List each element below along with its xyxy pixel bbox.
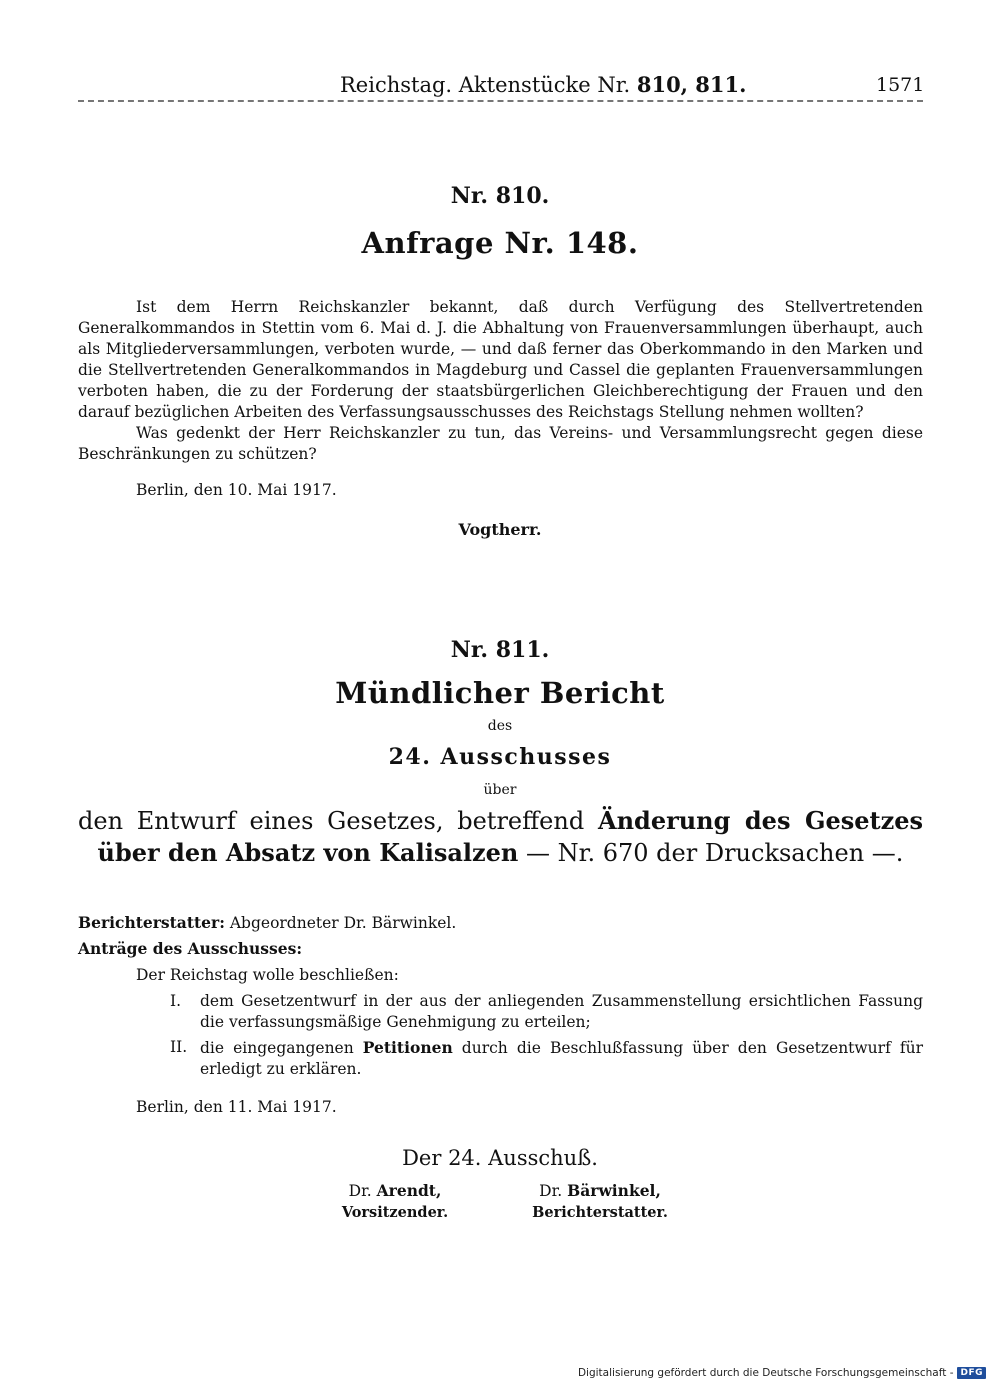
item2-number: II. [170,1038,188,1056]
doc811-date: Berlin, den 11. Mai 1917. [136,1098,337,1116]
footer-text: Digitalisierung gefördert durch die Deutsche Forschungsgemeinschaft - [577,1367,954,1379]
running-title: Reichstag. Aktenstücke Nr. [340,73,637,97]
page-number: 1571 [876,74,925,96]
header-rule [78,100,923,104]
item2-bold: Petitionen [362,1038,453,1057]
signer2-name: Bärwinkel, [567,1181,661,1200]
rapporteur-value: Abgeordneter Dr. Bärwinkel. [229,914,457,932]
subject-plain-2: — Nr. 670 der Drucksachen —. [518,839,904,867]
dfg-logo-icon: DFG [957,1367,986,1379]
digitization-footer [578,1367,986,1379]
signer2-role: Berichterstatter. [532,1204,668,1221]
doc810-paragraph-2: Was gedenkt der Herr Reichskanzler zu tun, das Vereins- und Versammlungsrecht gegen diese Beschränkungen zu schützen? [78,424,923,463]
motions-label: Anträge des Ausschusses: [78,939,303,958]
signer-2 [530,1180,670,1223]
item2-post: durch die Beschlußfassung über den Gesetzentwurf für erledigt zu erklären. [200,1039,923,1078]
doc810-signature: Vogtherr. [458,520,542,539]
doc810-paragraph-1: Ist dem Herrn Reichskanzler bekannt, daß durch Verfügung des Stellvertretenden Generalkommandos in Stettin vom 6. Mai d. J. die Abhaltung von Frauenversammlungen überhaupt, auch als Mitgliederversammlungen, verboten wurde, — und daß ferner das Oberkommando in den Marken und die Stellvertretenden Generalkommandos in Magdeburg und Cassel die geplanten Frauenversammlungen verboten haben, die zu der Forderung der staatsbürgerlichen Gleichberechtigung der Frauen und den darauf bezüglichen Arbeiten des Verfassungsausschusses des Reichstags Stellung nehmen wollten? [78,298,923,421]
doc811-ueber: über [483,782,517,798]
doc811-number: Nr. 811. [450,637,550,663]
motion-item-1 [170,991,923,1033]
doc810-number: Nr. 810. [450,183,550,209]
doc811-des: des [487,718,513,734]
doc811-subject [78,805,923,869]
signer1-prefix: Dr. [348,1182,377,1200]
motion-item-2 [170,1037,923,1080]
item2-pre: die eingegangenen [200,1039,363,1057]
doc810-date: Berlin, den 10. Mai 1917. [136,481,337,499]
doc810-body [78,297,923,465]
signer2-prefix: Dr. [539,1182,568,1200]
motion-intro: Der Reichstag wolle beschließen: [136,966,399,984]
item2-text [200,1037,923,1080]
rapporteur-label: Berichterstatter: [78,913,225,932]
signer1-name: Arendt, [376,1181,442,1200]
rapporteur-line [78,913,456,932]
signer-1 [340,1180,450,1223]
running-numbers: 810, 811. [636,72,747,97]
doc811-title: Mündlicher Bericht [335,676,665,710]
signer1-role: Vorsitzender. [341,1204,449,1221]
doc810-title: Anfrage Nr. 148. [361,226,639,260]
item1-text: dem Gesetzentwurf in der aus der anliegenden Zusammenstellung ersichtlichen Fassung die verfassungsmäßige Genehmigung zu erteilen; [200,992,923,1031]
subject-plain-1: den Entwurf eines Gesetzes, betreffend [78,807,598,835]
subject-bold: Änderung des Gesetzes über den Absatz von Kalisalzen [97,806,923,867]
item1-number: I. [170,992,182,1010]
committee-signature: Der 24. Ausschuß. [402,1146,598,1170]
running-header [340,72,746,97]
doc811-committee: 24. Ausschusses [388,744,612,770]
